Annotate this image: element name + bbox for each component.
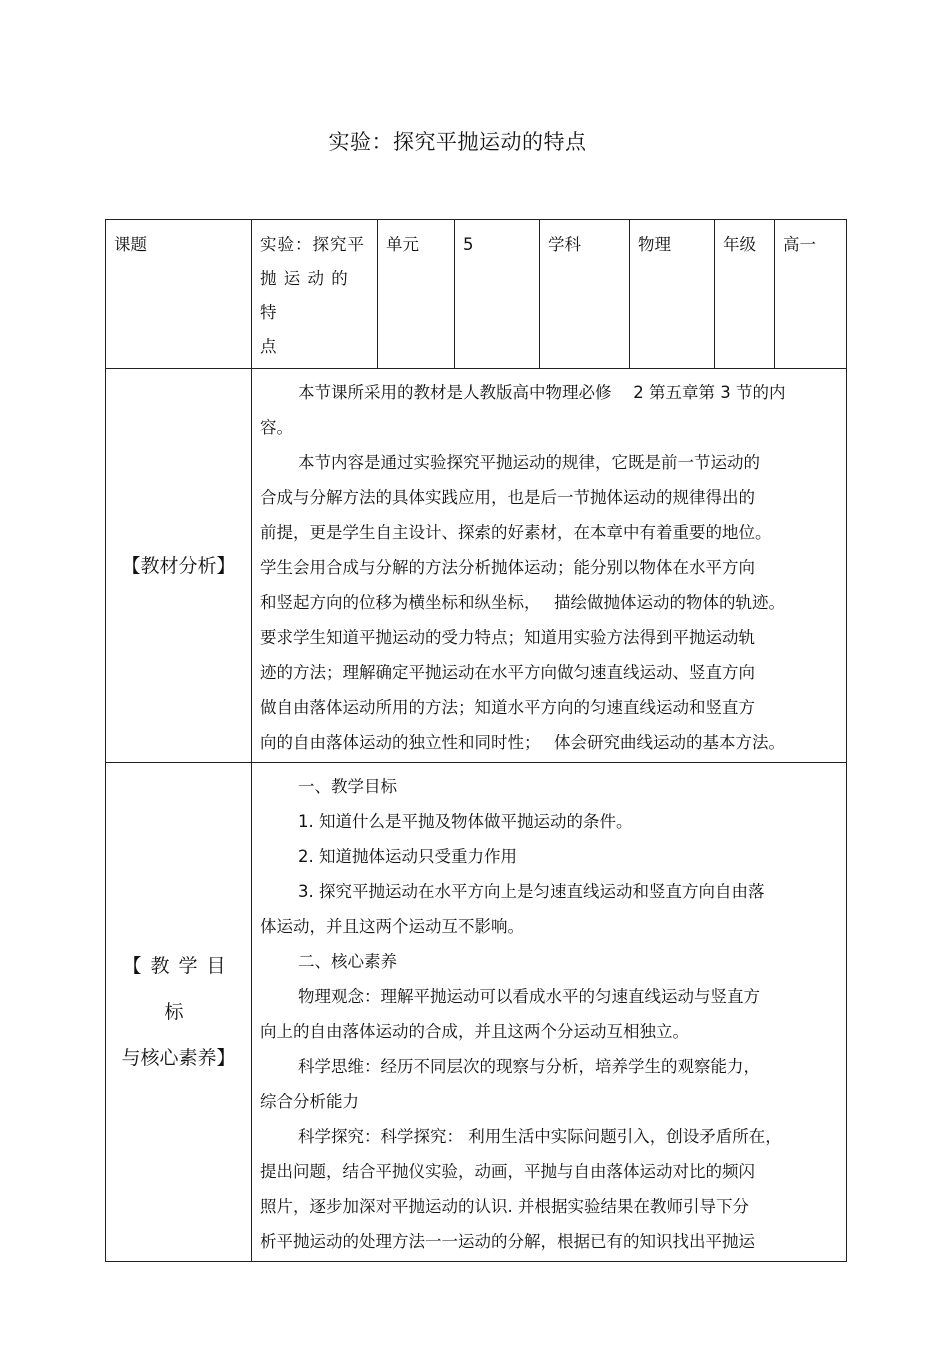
literacy-line: 科学探究：科学探究： 利用生活中实际问题引入，创设矛盾所在，: [298, 1127, 782, 1146]
textbook-analysis-row: [106, 369, 847, 763]
textbook-analysis-content: [252, 369, 847, 763]
literacy-line: 提出问题，结合平抛仪实验，动画，平抛与自由落体运动对比的频闪: [260, 1162, 755, 1181]
analysis-line: 迹的方法；理解确定平抛运动在水平方向做匀速直线运动、竖直方向: [260, 663, 755, 682]
unit-label: 单元: [386, 235, 419, 254]
topic-value: [252, 220, 377, 368]
analysis-line: 本节内容是通过实验探究平抛运动的规律，它既是前一节运动的: [298, 453, 760, 472]
goal-item: 1. 知道什么是平抛及物体做平抛运动的条件。: [298, 812, 633, 831]
goal-item: 3. 探究平抛运动在水平方向上是匀速直线运动和竖直方向自由落: [298, 882, 765, 901]
unit-value-cell: [455, 220, 540, 369]
analysis-line: 本节课所采用的教材是人教版高中物理必修 2 第五章第 3 节的内: [298, 383, 786, 402]
goals-label-cell: [106, 763, 252, 1262]
subject-label: 学科: [548, 235, 581, 254]
subject-value: 物理: [638, 235, 671, 254]
literacy-line: 析平抛运动的处理方法一一运动的分解，根据已有的知识找出平抛运: [260, 1232, 755, 1251]
grade-value-cell: [775, 220, 847, 369]
analysis-line: 要求学生知道平抛运动的受力特点；知道用实验方法得到平抛运动轨: [260, 628, 755, 647]
topic-value-line: 点: [260, 337, 278, 356]
goals-and-literacy-row: [106, 763, 847, 1262]
unit-value: 5: [463, 235, 474, 254]
goal-item-continued: 体运动，并且这两个运动互不影响。: [260, 917, 524, 936]
topic-value-cell: [252, 220, 378, 369]
literacy-line: 物理观念：理解平抛运动可以看成水平的匀速直线运动与竖直方: [298, 987, 760, 1006]
textbook-analysis-label-cell: [106, 369, 252, 763]
topic-label: 课题: [114, 235, 147, 254]
section-heading: 二、核心素养: [298, 952, 397, 971]
grade-value: 高一: [783, 235, 816, 254]
subject-value-cell: [630, 220, 715, 369]
grade-label-cell: [715, 220, 775, 369]
analysis-line: 向的自由落体运动的独立性和同时性； 体会研究曲线运动的基本方法。: [260, 733, 785, 752]
document-title: 实验：探究平抛运动的特点: [328, 130, 587, 154]
subject-label-cell: [540, 220, 630, 369]
goals-label-line: 【教学目标: [122, 955, 235, 1023]
goal-item: 2. 知道抛体运动只受重力作用: [298, 847, 517, 866]
goals-label-line: 与核心素养】: [121, 1047, 236, 1069]
literacy-line: 科学思维：经历不同层次的现察与分析，培养学生的观察能力，: [298, 1057, 760, 1076]
analysis-line: 和竖起方向的位移为横坐标和纵坐标， 描绘做抛体运动的物体的轨迹。: [260, 593, 785, 612]
lesson-plan-table: [105, 219, 847, 1262]
literacy-line: 向上的自由落体运动的合成，并且这两个分运动互相独立。: [260, 1022, 689, 1041]
topic-label-cell: [106, 220, 252, 369]
textbook-analysis-label: 【教材分析】: [121, 554, 236, 577]
topic-value-line: 抛 运 动 的 特: [260, 269, 349, 322]
analysis-line: 容。: [260, 418, 293, 437]
topic-value-line: 实验：探究平: [260, 235, 365, 254]
header-row: [106, 220, 847, 369]
goals-content: [252, 763, 847, 1262]
analysis-line: 前提，更是学生自主设计、探索的好素材，在本章中有着重要的地位。: [260, 523, 772, 542]
analysis-line: 学生会用合成与分解的方法分析抛体运动；能分别以物体在水平方向: [260, 558, 755, 577]
grade-label: 年级: [723, 235, 756, 254]
literacy-line: 照片，逐步加深对平抛运动的认识. 并根据实验结果在教师引导下分: [260, 1197, 749, 1216]
unit-label-cell: [378, 220, 455, 369]
section-heading: 一、教学目标: [298, 777, 397, 796]
analysis-line: 做自由落体运动所用的方法；知道水平方向的匀速直线运动和竖直方: [260, 698, 755, 717]
analysis-line: 合成与分解方法的具体实践应用，也是后一节抛体运动的规律得出的: [260, 488, 755, 507]
literacy-line: 综合分析能力: [260, 1092, 359, 1111]
